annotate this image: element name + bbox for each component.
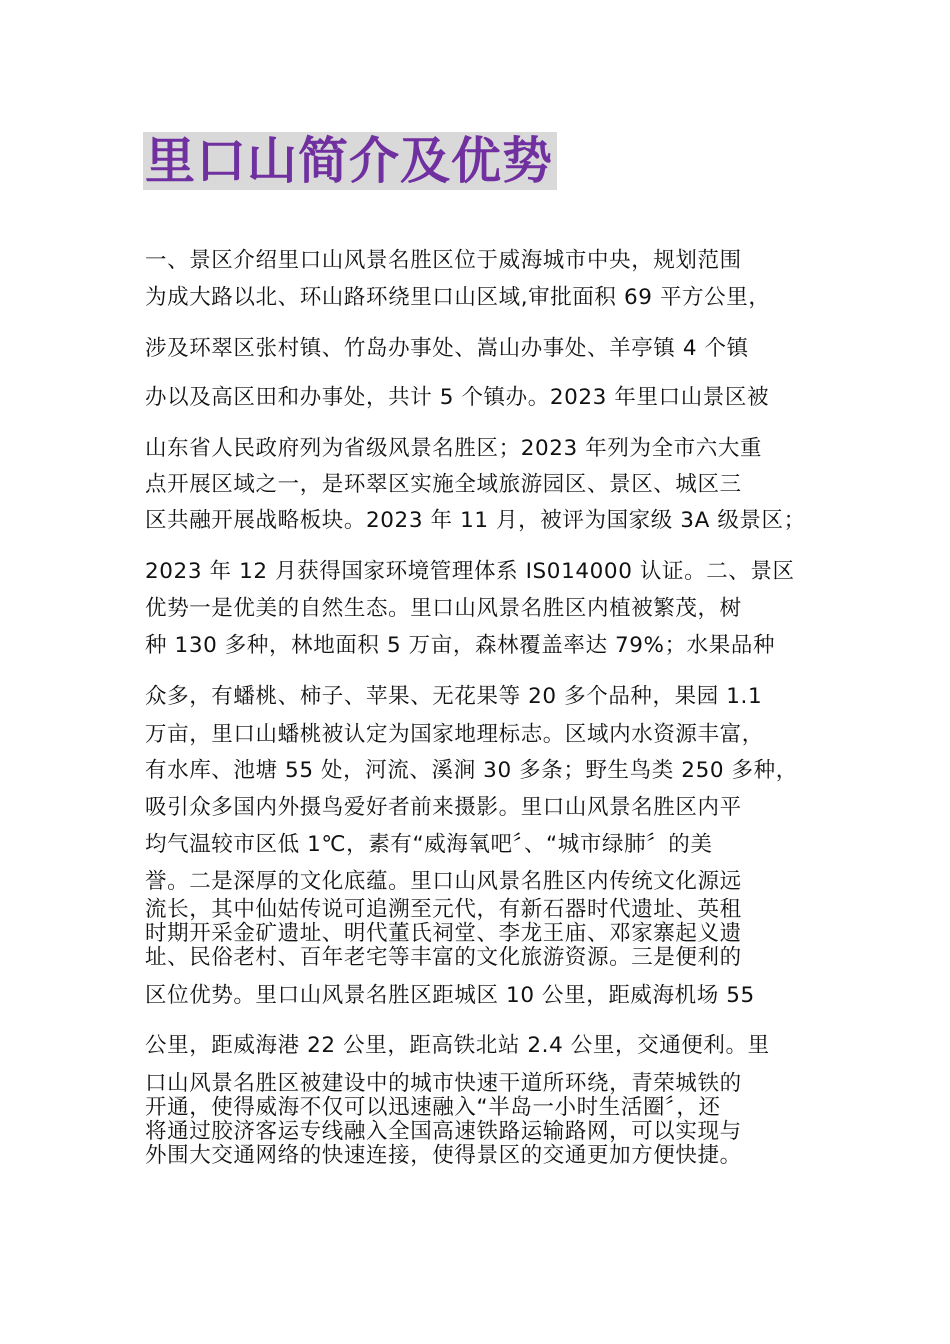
body-line: 誉。二是深厚的文化底蕴。里口山风景名胜区内传统文化源远: [145, 869, 742, 894]
body-line: 流长，其中仙姑传说可追溯至元代，有新石器时代遗址、英租: [145, 897, 742, 922]
body-line: 优势一是优美的自然生态。里口山风景名胜区内植被繁茂，树: [145, 596, 742, 621]
body-line: 区共融开展战略板块。2023 年 11 月，被评为国家级 3A 级景区；: [145, 508, 806, 533]
body-line: 众多，有蟠桃、柿子、苹果、无花果等 20 多个品种，果园 1.1: [145, 684, 763, 709]
body-line: 将通过胶济客运专线融入全国高速铁路运输路网，可以实现与: [145, 1119, 742, 1144]
body-line: 时期开采金矿遗址、明代董氏祠堂、李龙王庙、邓家寨起义遗: [145, 921, 742, 946]
body-line: 公里，距威海港 22 公里，距高铁北站 2.4 公里，交通便利。里: [145, 1033, 770, 1058]
body-line: 口山风景名胜区被建设中的城市快速干道所环绕，青荣城铁的: [145, 1071, 742, 1096]
body-line: 外围大交通网络的快速连接，使得景区的交通更加方便快捷。: [145, 1143, 742, 1168]
body-line: 均气温较市区低 1℃，素有“威海氧吧〞、“城市绿肺〞的美: [145, 832, 713, 857]
page-title: 里口山简介及优势: [145, 132, 553, 190]
body-line: 一、景区介绍里口山风景名胜区位于威海城市中央，规划范围: [145, 248, 742, 273]
body-line: 点开展区域之一，是环翠区实施全域旅游园区、景区、城区三: [145, 472, 742, 497]
body-line: 涉及环翠区张村镇、竹岛办事处、嵩山办事处、羊亭镇 4 个镇: [145, 336, 749, 361]
body-line: 开通，使得威海不仅可以迅速融入“半岛一小时生活圈〞，还: [145, 1095, 721, 1120]
title-highlight: [143, 132, 557, 190]
body-line: 区位优势。里口山风景名胜区距城区 10 公里，距威海机场 55: [145, 983, 755, 1008]
body-line: 有水库、池塘 55 处，河流、溪涧 30 多条；野生鸟类 250 多种，: [145, 758, 798, 783]
body-line: 吸引众多国内外摄鸟爱好者前来摄影。里口山风景名胜区内平: [145, 795, 742, 820]
body-line: 址、民俗老村、百年老宅等丰富的文化旅游资源。三是便利的: [145, 945, 742, 970]
body-line: 办以及高区田和办事处，共计 5 个镇办。2023 年里口山景区被: [145, 385, 770, 410]
body-line: 山东省人民政府列为省级风景名胜区；2023 年列为全市六大重: [145, 436, 763, 461]
body-line: 为成大路以北、环山路环绕里口山区域,审批面积 69 平方公里，: [145, 285, 771, 310]
body-line: 万亩，里口山蟠桃被认定为国家地理标志。区域内水资源丰富，: [145, 722, 764, 747]
body-line: 种 130 多种，林地面积 5 万亩，森林覆盖率达 79%；水果品种: [145, 633, 776, 658]
body-line: 2023 年 12 月获得国家环境管理体系 IS014000 认证。二、景区: [145, 559, 795, 584]
